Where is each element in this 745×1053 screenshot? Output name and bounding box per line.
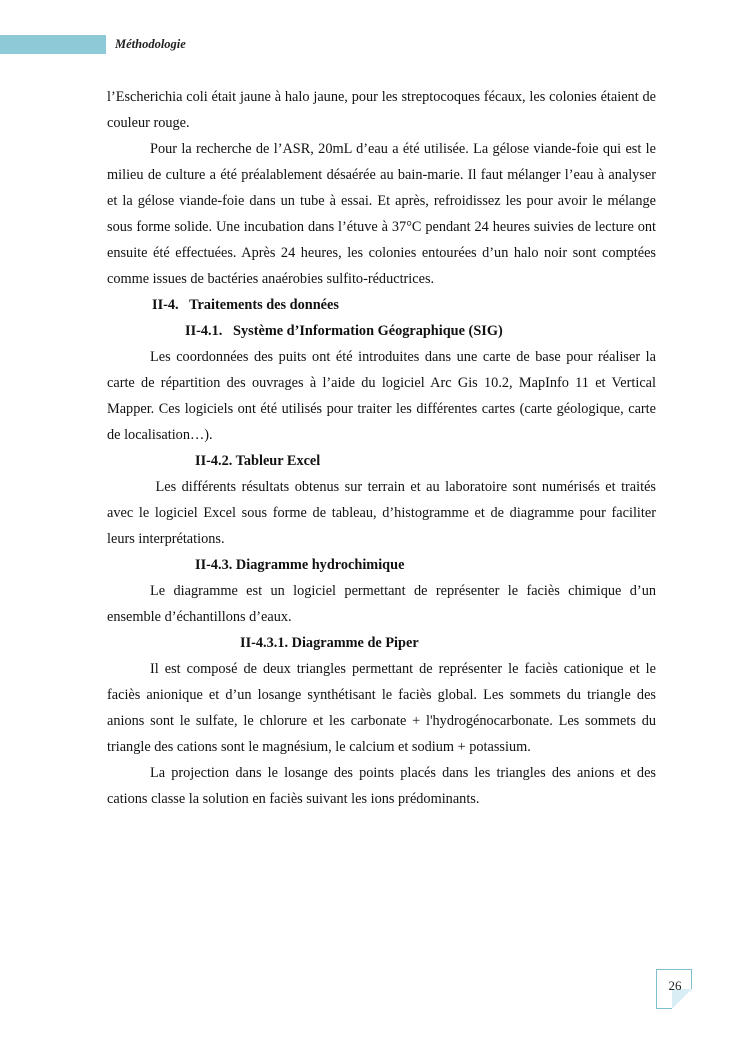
running-header-title: Méthodologie <box>115 37 186 51</box>
page-body <box>107 84 660 812</box>
subsection-heading: II-4.3. Diagramme hydrochimique <box>195 557 405 573</box>
subsection-heading: II-4.1. Système d’Information Géographique (SIG) <box>185 323 503 339</box>
subsection-heading: II-4.2. Tableur Excel <box>195 453 321 469</box>
paragraph: Le diagramme est un logiciel permettant de représenter le faciès chimique d’un ensemble d’échantillons d’eaux. <box>107 583 656 625</box>
page-number-box <box>656 969 692 1009</box>
subsubsection-heading: II-4.3.1. Diagramme de Piper <box>240 635 419 651</box>
paragraph: Il est composé de deux triangles permettant de représenter le faciès cationique et le faciès anionique et d’un losange synthétisant le faciès global. Les sommets du triangle des anions sont le sulfate, le chlorure et les carbonate + l'hydrogénocarbonate. Les sommets du triangle des cations sont le magnésium, le calcium et sodium + potassium. <box>107 661 656 755</box>
paragraph: Les différents résultats obtenus sur terrain et au laboratoire sont numérisés et traités avec le logiciel Excel sous forme de tableau, d’histogramme et de diagramme pour faciliter leurs interprétations. <box>107 479 660 547</box>
page-number: 26 <box>668 978 682 993</box>
paragraph: La projection dans le losange des points placés dans les triangles des anions et des cations classe la solution en faciès suivant les ions prédominants. <box>107 765 656 807</box>
paragraph: Pour la recherche de l’ASR, 20mL d’eau a été utilisée. La gélose viande-foie qui est le milieu de culture a été préalablement désaérée au bain-marie. Il faut mélanger l’eau à analyser et la gélose viande-foie dans un tube à essai. Et après, refroidissez les pour avoir le mélange sous forme solide. Une incubation dans l’étuve à 37°C pendant 24 heures suivies de lecture ont ensuite été effectuées. Après 24 heures, les colonies entourées d’un halo noir sont comptées comme issues de bactéries anaérobies sulfito-réductrices. <box>107 141 656 287</box>
section-heading: II-4. Traitements des données <box>152 297 339 313</box>
paragraph: l’Escherichia coli était jaune à halo jaune, pour les streptocoques fécaux, les colonies étaient de couleur rouge. <box>107 89 656 131</box>
paragraph: Les coordonnées des puits ont été introduites dans une carte de base pour réaliser la carte de répartition des ouvrages à l’aide du logiciel Arc Gis 10.2, MapInfo 11 et Vertical Mapper. Ces logiciels ont été utilisés pour traiter les différentes cartes (carte géologique, carte de localisation…). <box>107 349 656 443</box>
header-accent-bar <box>0 35 106 54</box>
